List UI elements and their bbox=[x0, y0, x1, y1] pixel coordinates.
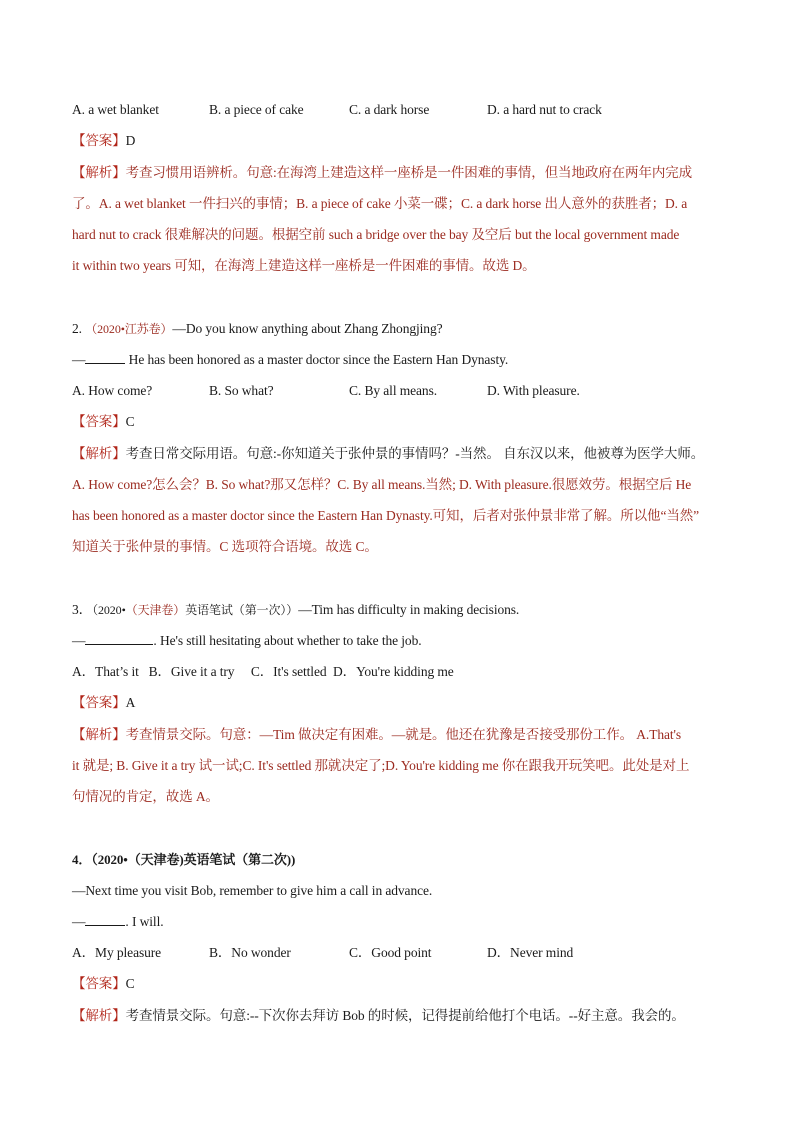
q2-option-d: D. With pleasure. bbox=[487, 383, 580, 398]
analysis-label: 【解析】 bbox=[72, 1008, 126, 1023]
q2-analysis-line-2: A. How come?怎么会？B. So what?那又怎样？C. By all means.当然; D. With pleasure.很愿效劳。根据空后 He bbox=[72, 477, 692, 492]
answer-label: 【答案】 bbox=[72, 976, 126, 991]
q2-source: （2020•江苏卷） bbox=[85, 322, 173, 336]
q4-answer bbox=[72, 975, 135, 993]
q2-analysis-line-1: 【解析】考查日常交际用语。句意:-你知道关于张仲景的事情吗？-当然。 自东汉以来，他被尊为医学大师。 bbox=[72, 446, 705, 461]
q1-option-d: D. a hard nut to crack bbox=[487, 102, 602, 117]
analysis-label: 【解析】 bbox=[72, 727, 126, 742]
answer-label: 【答案】 bbox=[72, 133, 126, 148]
q1-analysis-line-4: it within two years 可知，在海湾上建造这样一座桥是一件困难的事情。故选 D。 bbox=[72, 258, 536, 273]
q4-option-c: C．Good point bbox=[349, 945, 432, 960]
q2-answer bbox=[72, 413, 135, 431]
q2-line2: — He has been honored as a master doctor since the Eastern Han Dynasty. bbox=[72, 352, 509, 367]
q2-option-a: A. How come? bbox=[72, 383, 153, 398]
q3-analysis-line-1: 【解析】考查情景交际。句意：—Tim 做决定有困难。—就是。他还在犹豫是否接受那份工作。 A.That's bbox=[72, 727, 682, 742]
answer-label: 【答案】 bbox=[72, 695, 126, 710]
q1-analysis-line-1: 【解析】考查习惯用语辨析。句意:在海湾上建造这样一座桥是一件困难的事情，但当地政府在两年内完成 bbox=[72, 165, 693, 180]
q1-option-b: B. a piece of cake bbox=[209, 102, 304, 117]
answer-value: C bbox=[125, 414, 135, 429]
analysis-label: 【解析】 bbox=[72, 165, 126, 180]
q4-analysis-line-1: 【解析】考查情景交际。句意:--下次你去拜访 Bob 的时候，记得提前给他打个电话。--好主意。我会的。 bbox=[72, 1008, 685, 1023]
q3-analysis-line-3: 句情况的肯定，故选 A。 bbox=[72, 789, 219, 804]
q2-analysis-line-4: 知道关于张仲景的事情。C 选项符合语境。故选 C。 bbox=[72, 539, 378, 554]
q1-option-c: C. a dark horse bbox=[349, 102, 430, 117]
q2-options bbox=[72, 382, 580, 400]
q3-answer bbox=[72, 694, 135, 712]
q3-number: 3． bbox=[72, 602, 93, 617]
answer-label: 【答案】 bbox=[72, 414, 126, 429]
q2-option-b: B. So what? bbox=[209, 383, 274, 398]
answer-value: C bbox=[125, 976, 135, 991]
q2-question-text: —Do you know anything about Zhang Zhongjing? bbox=[172, 321, 443, 336]
q4-option-b: B．No wonder bbox=[209, 945, 291, 960]
q3-options: A．That’s it B．Give it a try C．It's settled D．You're kidding me bbox=[72, 664, 454, 679]
q1-analysis-line-3: hard nut to crack 很难解决的问题。根据空前 such a bridge over the bay 及空后 but the local government made bbox=[72, 227, 680, 242]
q4-options bbox=[72, 944, 573, 962]
q4-line2: — . I will. bbox=[72, 914, 164, 929]
q1-options bbox=[72, 101, 602, 119]
analysis-label: 【解析】 bbox=[72, 446, 126, 461]
q4-option-d: D．Never mind bbox=[487, 945, 574, 960]
q4-header: 4．（2020•（天津卷)英语笔试（第二次)) bbox=[72, 852, 296, 867]
q1-analysis-line-2: 了。A. a wet blanket 一件扫兴的事情；B. a piece of cake 小菜一碟；C. a dark horse 出人意外的获胜者；D. a bbox=[72, 196, 688, 211]
answer-blank bbox=[85, 632, 153, 645]
q2-number: 2. bbox=[72, 321, 82, 336]
answer-blank bbox=[85, 351, 125, 364]
q3-analysis-line-2: it 就是; B. Give it a try 试一试;C. It's settled 那就决定了;D. You're kidding me 你在跟我开玩笑吧。此处是对上 bbox=[72, 758, 690, 773]
q3-line2: — . He's still hesitating about whether to take the job. bbox=[72, 633, 422, 648]
q4-option-a: A．My pleasure bbox=[72, 945, 162, 960]
q3-question-text: —Tim has difficulty in making decisions. bbox=[298, 602, 520, 617]
q4-question: —Next time you visit Bob, remember to give him a call in advance. bbox=[72, 883, 433, 898]
q2-option-c: C. By all means. bbox=[349, 383, 438, 398]
q2-analysis-line-3: has been honored as a master doctor since the Eastern Han Dynasty.可知，后者对张仲景非常了解。所以他“当然” bbox=[72, 508, 700, 523]
answer-blank bbox=[85, 913, 125, 926]
q1-option-a: A. a wet blanket bbox=[72, 102, 159, 117]
q1-answer bbox=[72, 132, 135, 150]
answer-value: D bbox=[125, 133, 136, 148]
answer-value: A bbox=[125, 695, 136, 710]
q3-question: 3．（2020•（天津卷）英语笔试（第一次））—Tim has difficulty in making decisions. bbox=[72, 602, 520, 617]
q2-question bbox=[72, 320, 443, 338]
